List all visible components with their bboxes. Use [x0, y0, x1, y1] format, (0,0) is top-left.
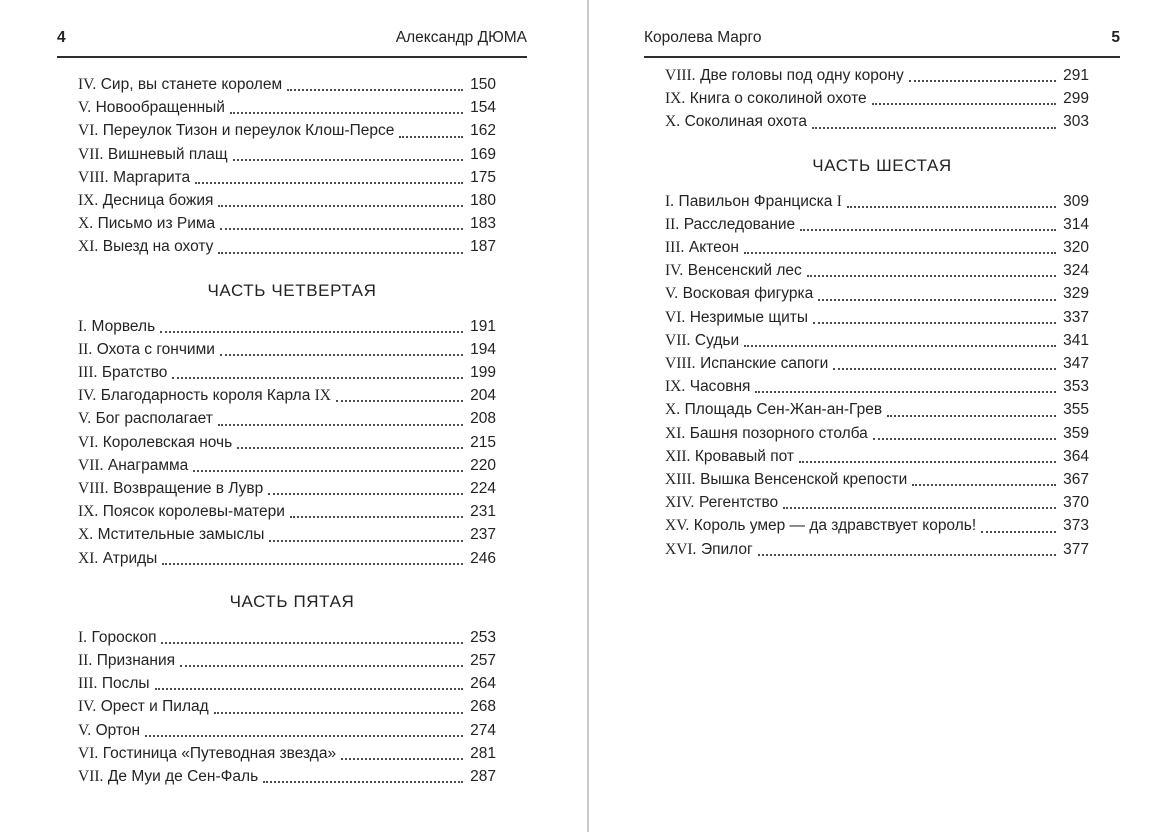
chapter-page-number: 264 — [470, 675, 496, 693]
chapter-page-number: 194 — [470, 340, 496, 358]
toc-entry[interactable] — [57, 315, 527, 338]
toc-entry[interactable] — [644, 445, 1120, 468]
dot-leader — [833, 368, 1056, 370]
chapter-page-number: 324 — [1063, 262, 1089, 280]
dot-leader — [909, 80, 1056, 82]
toc-entry[interactable] — [644, 538, 1120, 561]
chapter-title: Венсенский лес — [687, 262, 802, 280]
chapter-numeral: II. — [78, 652, 93, 670]
chapter-page-number: 199 — [470, 364, 496, 382]
toc-list — [57, 73, 527, 259]
chapter-title: Эпилог — [700, 540, 753, 558]
toc-entry[interactable] — [57, 626, 527, 649]
toc-entry[interactable] — [57, 500, 527, 523]
dot-leader — [193, 470, 463, 472]
toc-entry[interactable] — [57, 235, 527, 258]
dot-leader — [145, 735, 463, 737]
chapter-page-number: 191 — [470, 317, 496, 335]
header-rule — [57, 56, 527, 58]
toc-entry[interactable] — [644, 190, 1120, 213]
toc-entry[interactable] — [644, 514, 1120, 537]
chapter-page-number: 309 — [1063, 192, 1089, 210]
dot-leader — [180, 665, 463, 667]
chapter-title: Павильон Франциска I — [678, 192, 842, 210]
chapter-numeral: VII. — [665, 331, 691, 349]
toc-entry[interactable] — [644, 491, 1120, 514]
chapter-title: Судьи — [694, 331, 740, 349]
chapter-numeral: VII. — [78, 768, 104, 786]
chapter-title: Сир, вы станете королем — [100, 76, 283, 93]
dot-leader — [269, 540, 463, 542]
dot-leader — [268, 493, 463, 495]
dot-leader — [755, 391, 1056, 393]
chapter-numeral: I. — [665, 192, 675, 210]
chapter-title: Актеон — [688, 239, 739, 257]
dot-leader — [758, 554, 1057, 556]
chapter-numeral: IV. — [78, 387, 97, 405]
toc-entry[interactable] — [644, 306, 1120, 329]
toc-entry[interactable] — [644, 110, 1120, 133]
chapter-page-number: 337 — [1063, 308, 1089, 326]
dot-leader — [220, 354, 463, 356]
dot-leader — [799, 461, 1056, 463]
chapter-numeral: X. — [665, 401, 681, 419]
dot-leader — [287, 89, 463, 91]
chapter-page-number: 287 — [470, 768, 496, 786]
chapter-page-number: 314 — [1063, 215, 1089, 233]
toc-entry[interactable] — [57, 765, 527, 788]
chapter-numeral: VIII. — [78, 480, 109, 498]
chapter-page-number: 364 — [1063, 447, 1089, 465]
chapter-title: Маргарита — [113, 168, 191, 186]
chapter-numeral: XVI. — [665, 540, 697, 558]
toc-entry[interactable] — [57, 407, 527, 430]
toc-entry[interactable] — [644, 213, 1120, 236]
dot-leader — [873, 438, 1056, 440]
chapter-numeral: II. — [78, 340, 93, 358]
toc-entry[interactable] — [57, 166, 527, 189]
chapter-numeral: I. — [78, 317, 88, 335]
chapter-title: Благодарность короля Карла IX — [100, 387, 331, 405]
chapter-title: Охота с гончими — [96, 340, 215, 358]
chapter-page-number: 187 — [470, 238, 496, 256]
chapter-numeral: XIII. — [665, 471, 696, 489]
toc-entry[interactable] — [57, 338, 527, 361]
toc-entry[interactable] — [57, 431, 527, 454]
chapter-page-number: 268 — [470, 698, 496, 716]
page-header — [644, 28, 1120, 47]
chapter-title: Вишневый плащ — [107, 145, 228, 163]
chapter-numeral: IV. — [665, 262, 684, 280]
toc-entry[interactable] — [57, 189, 527, 212]
chapter-page-number: 150 — [470, 76, 496, 93]
chapter-title: Орест и Пилад — [100, 698, 209, 716]
chapter-title: Гостиница «Путеводная звезда» — [102, 744, 337, 762]
chapter-numeral: IV. — [78, 76, 97, 93]
toc-entry[interactable] — [57, 384, 527, 407]
chapter-page-number: 347 — [1063, 355, 1089, 373]
header-rule — [644, 56, 1120, 58]
dot-leader — [220, 228, 463, 230]
chapter-numeral: IX. — [665, 90, 686, 108]
dot-leader — [230, 112, 463, 114]
toc-entry[interactable] — [57, 73, 527, 96]
toc-entry[interactable] — [57, 361, 527, 384]
chapter-numeral: XI. — [78, 549, 99, 567]
chapter-title: Признания — [96, 652, 176, 670]
chapter-page-number: 303 — [1063, 113, 1089, 131]
toc-list — [57, 315, 527, 570]
chapter-numeral: XI. — [78, 238, 99, 256]
chapter-page-number: 281 — [470, 744, 496, 762]
dot-leader — [336, 400, 463, 402]
chapter-numeral: VIII. — [78, 168, 109, 186]
chapter-page-number: 169 — [470, 145, 496, 163]
chapter-page-number: 237 — [470, 526, 496, 544]
chapter-title: Новообращенный — [95, 99, 225, 117]
toc-entry[interactable] — [644, 468, 1120, 491]
toc-entry[interactable] — [57, 523, 527, 546]
dot-leader — [214, 712, 463, 714]
chapter-title: Две головы под одну корону — [700, 67, 904, 84]
toc-entry[interactable] — [644, 259, 1120, 282]
toc-entry[interactable] — [57, 649, 527, 672]
toc-entry[interactable] — [644, 375, 1120, 398]
chapter-numeral: XII. — [665, 447, 691, 465]
chapter-numeral: VI. — [78, 744, 99, 762]
chapter-title: Регентство — [698, 494, 779, 512]
chapter-title: Вышка Венсенской крепости — [700, 471, 908, 489]
chapter-title: Гороскоп — [91, 628, 157, 646]
toc-entry[interactable] — [57, 143, 527, 166]
chapter-page-number: 341 — [1063, 331, 1089, 349]
chapter-page-number: 291 — [1063, 67, 1089, 84]
dot-leader — [290, 516, 463, 518]
chapter-numeral: V. — [665, 285, 679, 303]
spine-divider — [587, 0, 589, 832]
chapter-page-number: 274 — [470, 721, 496, 739]
toc-entry[interactable] — [57, 672, 527, 695]
chapter-numeral: IX. — [665, 378, 686, 396]
chapter-numeral: X. — [78, 526, 94, 544]
chapter-page-number: 329 — [1063, 285, 1089, 303]
dot-leader — [783, 507, 1056, 509]
chapter-numeral: VIII. — [665, 67, 696, 84]
chapter-page-number: 231 — [470, 503, 496, 521]
toc-entry[interactable] — [644, 352, 1120, 375]
chapter-title: Часовня — [689, 378, 751, 396]
chapter-page-number: 353 — [1063, 378, 1089, 396]
folio-number: 5 — [1111, 29, 1120, 46]
chapter-title: Анаграмма — [107, 456, 189, 474]
chapter-title: Десница божия — [102, 192, 214, 210]
chapter-page-number: 154 — [470, 99, 496, 117]
chapter-title: Книга о соколиной охоте — [689, 90, 867, 108]
chapter-numeral: I. — [78, 628, 88, 646]
dot-leader — [399, 136, 463, 138]
chapter-page-number: 367 — [1063, 471, 1089, 489]
dot-leader — [218, 424, 463, 426]
chapter-title: Поясок королевы-матери — [102, 503, 285, 521]
dot-leader — [912, 484, 1056, 486]
chapter-page-number: 257 — [470, 652, 496, 670]
dot-leader — [233, 159, 463, 161]
chapter-page-number: 204 — [470, 387, 496, 405]
toc-entry[interactable] — [644, 282, 1120, 305]
chapter-title: Мстительные замыслы — [97, 526, 265, 544]
dot-leader — [847, 206, 1056, 208]
chapter-numeral: IX. — [78, 192, 99, 210]
chapter-title: Возвращение в Лувр — [113, 480, 264, 498]
toc-entry[interactable] — [644, 422, 1120, 445]
toc-entry[interactable] — [57, 96, 527, 119]
chapter-page-number: 359 — [1063, 424, 1089, 442]
chapter-page-number: 370 — [1063, 494, 1089, 512]
chapter-page-number: 224 — [470, 480, 496, 498]
toc-entry[interactable] — [57, 454, 527, 477]
chapter-page-number: 183 — [470, 215, 496, 233]
chapter-title: Площадь Сен-Жан-ан-Грев — [684, 401, 883, 419]
latin-numeral: IX — [314, 387, 331, 405]
part-heading: ЧАСТЬ ШЕСТАЯ — [812, 155, 952, 175]
dot-leader — [341, 758, 463, 760]
chapter-numeral: III. — [665, 239, 685, 257]
chapter-title: Морвель — [91, 317, 156, 335]
dot-leader — [818, 299, 1056, 301]
chapter-title: Послы — [101, 675, 150, 693]
chapter-numeral: VIII. — [665, 355, 696, 373]
chapter-numeral: V. — [78, 410, 92, 428]
chapter-title: Атриды — [102, 549, 158, 567]
dot-leader — [744, 252, 1056, 254]
chapter-page-number: 180 — [470, 192, 496, 210]
toc-entry[interactable] — [57, 119, 527, 142]
dot-leader — [807, 275, 1056, 277]
chapter-title: Де Муи де Сен-Фаль — [107, 768, 259, 786]
dot-leader — [887, 415, 1056, 417]
dot-leader — [813, 322, 1056, 324]
chapter-page-number: 355 — [1063, 401, 1089, 419]
chapter-page-number: 215 — [470, 433, 496, 451]
chapter-numeral: IX. — [78, 503, 99, 521]
chapter-title: Ортон — [95, 721, 141, 739]
chapter-page-number: 320 — [1063, 239, 1089, 257]
dot-leader — [744, 345, 1056, 347]
part-heading: ЧАСТЬ ЧЕТВЕРТАЯ — [207, 280, 377, 300]
table-of-contents — [57, 73, 527, 788]
running-head: Королева Марго — [644, 29, 762, 46]
dot-leader — [800, 229, 1056, 231]
chapter-page-number: 220 — [470, 456, 496, 474]
chapter-title: Башня позорного столба — [689, 424, 868, 442]
toc-list — [644, 64, 1120, 134]
chapter-title: Бог располагает — [95, 410, 213, 428]
toc-entry[interactable] — [57, 547, 527, 570]
dot-leader — [263, 781, 463, 783]
toc-entry[interactable] — [57, 212, 527, 235]
chapter-page-number: 246 — [470, 549, 496, 567]
chapter-numeral: V. — [78, 721, 92, 739]
chapter-title: Расследование — [683, 215, 796, 233]
chapter-page-number: 175 — [470, 168, 496, 186]
chapter-numeral: III. — [78, 675, 98, 693]
dot-leader — [218, 205, 463, 207]
chapter-title: Письмо из Рима — [97, 215, 216, 233]
toc-list — [644, 190, 1120, 561]
toc-list — [57, 626, 527, 788]
chapter-page-number: 253 — [470, 628, 496, 646]
dot-leader — [155, 688, 464, 690]
chapter-page-number: 208 — [470, 410, 496, 428]
page-header — [57, 28, 527, 47]
chapter-title: Король умер — да здравствует король! — [693, 517, 977, 535]
chapter-numeral: III. — [78, 364, 98, 382]
chapter-title: Братство — [101, 364, 168, 382]
dot-leader — [172, 377, 463, 379]
chapter-numeral: XV. — [665, 517, 690, 535]
dot-leader — [812, 127, 1056, 129]
chapter-numeral: VII. — [78, 456, 104, 474]
chapter-numeral: V. — [78, 99, 92, 117]
chapter-title: Выезд на охоту — [102, 238, 214, 256]
chapter-page-number: 373 — [1063, 517, 1089, 535]
chapter-title: Кровавый пот — [694, 447, 794, 465]
chapter-page-number: 162 — [470, 122, 496, 140]
chapter-title: Испанские сапоги — [700, 355, 829, 373]
chapter-title: Переулок Тизон и переулок Клош-Персе — [102, 122, 395, 140]
chapter-numeral: II. — [665, 215, 680, 233]
chapter-numeral: IV. — [78, 698, 97, 716]
chapter-title: Восковая фигурка — [682, 285, 814, 303]
chapter-numeral: XIV. — [665, 494, 695, 512]
dot-leader — [195, 182, 463, 184]
running-head: Александр ДЮМА — [395, 29, 527, 46]
latin-numeral: I — [836, 192, 842, 210]
chapter-title: Соколиная охота — [684, 113, 808, 131]
part-heading: ЧАСТЬ ПЯТАЯ — [229, 591, 355, 611]
dot-leader — [162, 563, 463, 565]
chapter-numeral: VI. — [78, 122, 99, 140]
chapter-page-number: 299 — [1063, 90, 1089, 108]
dot-leader — [160, 331, 463, 333]
dot-leader — [981, 531, 1056, 533]
table-of-contents — [644, 64, 1120, 561]
toc-entry[interactable] — [57, 719, 527, 742]
toc-entry[interactable] — [57, 742, 527, 765]
chapter-title: Королевская ночь — [102, 433, 233, 451]
toc-entry[interactable] — [644, 87, 1120, 110]
dot-leader — [872, 103, 1057, 105]
toc-entry[interactable] — [644, 236, 1120, 259]
dot-leader — [161, 642, 463, 644]
dot-leader — [218, 252, 463, 254]
chapter-numeral: XI. — [665, 424, 686, 442]
folio-number: 4 — [57, 29, 66, 46]
chapter-numeral: X. — [665, 113, 681, 131]
page-right — [589, 0, 1174, 832]
toc-entry[interactable] — [644, 64, 1120, 87]
toc-entry[interactable] — [644, 398, 1120, 421]
dot-leader — [237, 447, 463, 449]
chapter-numeral: VI. — [78, 433, 99, 451]
chapter-numeral: VII. — [78, 145, 104, 163]
toc-entry[interactable] — [57, 695, 527, 718]
toc-entry[interactable] — [57, 477, 527, 500]
chapter-title: Незримые щиты — [689, 308, 808, 326]
chapter-page-number: 377 — [1063, 540, 1089, 558]
chapter-numeral: VI. — [665, 308, 686, 326]
chapter-numeral: X. — [78, 215, 94, 233]
toc-entry[interactable] — [644, 329, 1120, 352]
